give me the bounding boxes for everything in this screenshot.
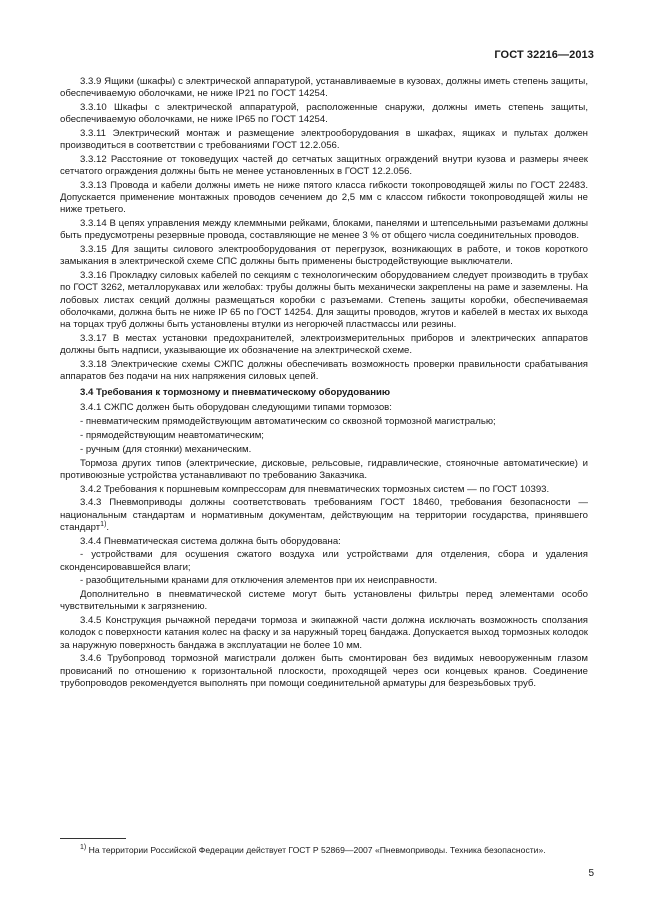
footnote-marker: 1)	[80, 844, 87, 851]
list-item-pneumatic-brake: - пневматическим прямодействующим автоматическим со сквозной тормозной магистралью;	[80, 416, 496, 428]
section-heading-3-4: 3.4 Требования к тормозному и пневматическому оборудованию	[80, 387, 391, 399]
paragraph-3-4-3-end: .	[106, 521, 110, 533]
paragraph-3-4-2: 3.4.2 Требования к поршневым компрессорам для пневматических тормозных систем — по ГОСТ 10393.	[80, 483, 550, 495]
paragraph-3-3-12: 3.3.12 Расстояние от токоведущих частей до сетчатых защитных ограждений внутри кузова и размеры ячеек сетчатого ограждения должны быть не менее установленных в ГОСТ 12.2.056.	[60, 154, 588, 178]
paragraph-3-4-1: 3.4.1 СЖПС должен быть оборудован следующими типами тормозов:	[80, 402, 392, 414]
paragraph-filters: Дополнительно в пневматической системе могут быть установлены фильтры перед элементами особо чувствительными к загрязнению.	[60, 589, 588, 613]
page-number: 5	[588, 868, 594, 879]
document-code-header: ГОСТ 32216—2013	[494, 49, 594, 61]
footnote-text: На территории Российской Федерации действует ГОСТ Р 52869—2007 «Пневмоприводы. Техника безопасности».	[86, 845, 546, 855]
paragraph-3-4-3-text: 3.4.3 Пневмоприводы должны соответствовать требованиям ГОСТ 18460, требования безопасности — национальным стандартам и нормативным документам, действующим на территории государства, принявшего стандарт	[60, 497, 588, 533]
paragraph-3-4-5: 3.4.5 Конструкция рычажной передачи тормоза и экипажной части должна исключать возможность сползания колодок с поверхности катания колес на фаску и за наружный торец бандажа. Допускается выход тормозных колодок за наружную поверхность бандажа в эксплуатации не более 10 мм.	[60, 615, 588, 651]
footnote-reference: 1)	[100, 520, 107, 528]
list-item-hand-brake: - ручным (для стоянки) механическим.	[80, 443, 252, 455]
paragraph-3-3-13: 3.3.13 Провода и кабели должны иметь не ниже пятого класса гибкости токопроводящей жилы по ГОСТ 22483. Допускается применение монтажных проводов сечением до 2,5 мм с классом гибкости токопроводящей жилы не ниже третьего.	[60, 180, 588, 216]
paragraph-3-4-3	[60, 497, 588, 534]
paragraph-3-3-16: 3.3.16 Прокладку силовых кабелей по секциям с технологическим оборудованием следует производить в трубах по ГОСТ 3262, металлорукавах или желобах: трубы должны быть механически закреплены на раме и заземлены. На лобовых листах секций должны размещаться коробки с разъемами. Степень защиты коробки, обеспечиваемая оболочками, должна быть не ниже IP 65 по ГОСТ 14254. Для защиты проводов, жгутов и кабелей в местах их выхода на торцах труб должны быть установлены втулки из негорючей пластмассы или резины.	[60, 270, 588, 331]
list-item-air-drying: - устройствами для осушения сжатого воздуха или устройствами для отделения, сбора и удаления сконденсировавшейся влаги;	[60, 549, 588, 573]
footnote	[60, 845, 588, 857]
paragraph-3-3-11: 3.3.11 Электрический монтаж и размещение электрооборудования в шкафах, ящиках и пультах должен производиться в соответствии с требованиями ГОСТ 12.2.056.	[60, 128, 588, 152]
paragraph-3-3-17: 3.3.17 В местах установки предохранителей, электроизмерительных приборов и электрических аппаратов должны быть надписи, указывающие их обозначение на электрической схеме.	[60, 332, 588, 357]
paragraph-3-3-14: 3.3.14 В цепях управления между клеммными рейками, блоками, панелями и штепсельными разъемами должны быть предусмотрены резервные провода, составляющие не менее 3 % от общего числа соединительных проводов.	[60, 218, 588, 242]
paragraph-3-3-10: 3.3.10 Шкафы с электрической аппаратурой, расположенные снаружи, должны иметь степень защиты, обеспечиваемую оболочками, не ниже IP65 по ГОСТ 14254.	[60, 102, 588, 126]
paragraph-3-4-4: 3.4.4 Пневматическая система должна быть оборудована:	[80, 535, 341, 547]
footnote-divider	[60, 838, 126, 839]
list-item-direct-brake: - прямодействующим неавтоматическим;	[80, 430, 264, 442]
paragraph-3-3-9: 3.3.9 Ящики (шкафы) с электрической аппаратурой, устанавливаемые в кузовах, должны иметь степень защиты, обеспечиваемую оболочками, не ниже IP21 по ГОСТ 14254.	[60, 76, 588, 100]
document-body	[60, 76, 588, 692]
paragraph-3-4-6: 3.4.6 Трубопровод тормозной магистрали должен быть смонтирован без видимых невооруженным глазом провисаний по отношению к горизонтальной плоскости, проходящей через оси концевых кранов. Соединение трубопроводов рекомендуется выполнять при помощи соединительной арматуры для безрезьбовых труб.	[60, 653, 588, 689]
paragraph-3-3-18: 3.3.18 Электрические схемы СЖПС должны обеспечивать возможность проверки правильности срабатывания аппаратов без подачи на них напряжения силовых цепей.	[60, 358, 588, 383]
list-item-isolation-valves: - разобщительными кранами для отключения элементов при их неисправности.	[80, 575, 438, 587]
paragraph-other-brakes: Тормоза других типов (электрические, дисковые, рельсовые, гидравлические, стояночные автоматические) и противоюзные устройства устанавливают по требованию Заказчика.	[60, 457, 588, 481]
paragraph-3-3-15: 3.3.15 Для защиты силового электрооборудования от перегрузок, возникающих в работе, и токов короткого замыкания в электрической схеме СПС должны быть применены быстродействующие выключатели.	[60, 244, 588, 268]
